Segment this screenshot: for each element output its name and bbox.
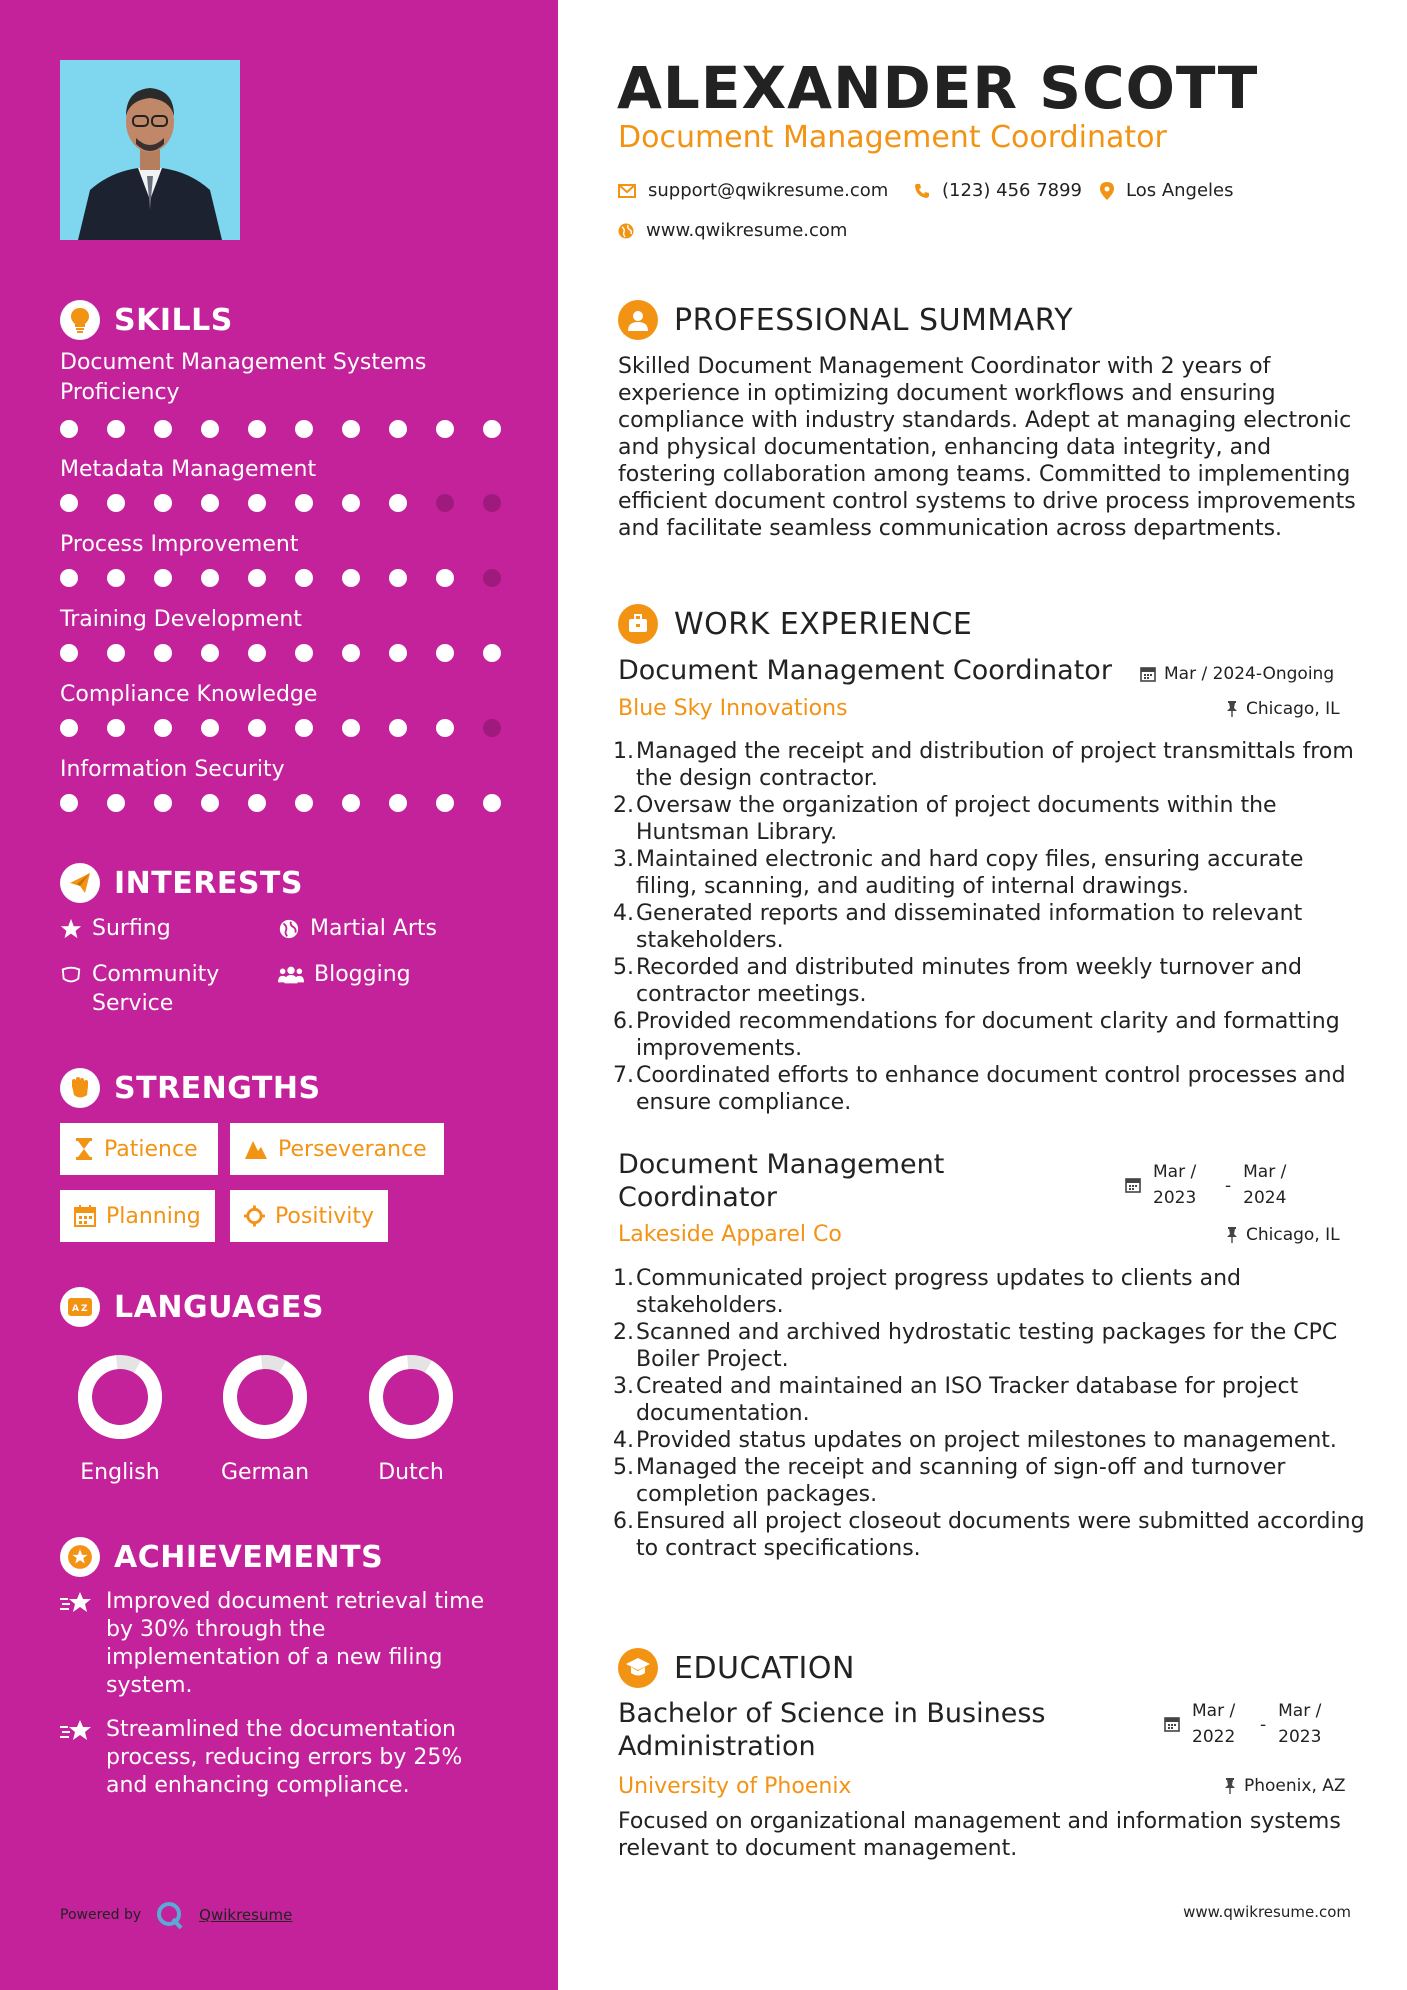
rating-dot — [436, 420, 454, 438]
rating-dot — [436, 794, 454, 812]
duty-text: Coordinated efforts to enhance document control processes and ensure compliance. — [636, 1063, 1346, 1115]
achievements-title: ACHIEVEMENTS — [114, 1539, 384, 1575]
qwikresume-logo-icon — [155, 1900, 185, 1930]
user-icon — [618, 300, 658, 340]
pushpin-icon — [1226, 1227, 1238, 1243]
rating-dot — [483, 719, 501, 737]
duty-text: Generated reports and disseminated information to relevant stakeholders. — [636, 901, 1303, 953]
strengths-title: STRENGTHS — [114, 1070, 321, 1106]
calendar-icon — [74, 1205, 96, 1227]
strength-positivity — [230, 1190, 388, 1242]
job-title: Document Management Coordinator — [618, 655, 1112, 686]
strength-perseverance — [230, 1123, 444, 1175]
rating-dot — [201, 569, 219, 587]
education-text: Focused on organizational management and information systems relevant to document management. — [618, 1809, 1341, 1861]
powered-by-label: Powered by — [60, 1907, 142, 1923]
globe-icon — [278, 918, 300, 940]
lightbulb-icon — [60, 300, 100, 340]
rating-dot — [436, 719, 454, 737]
rating-dot — [154, 644, 172, 662]
graduation-icon — [618, 1648, 658, 1688]
email-text[interactable]: support@qwikresume.com — [648, 180, 889, 201]
languages-header — [60, 1287, 324, 1327]
interests-title: INTERESTS — [114, 865, 303, 901]
location-text: Chicago, IL — [1246, 699, 1340, 719]
date-end-text: Mar / 2023 — [1278, 1701, 1322, 1747]
duty-number: 6. — [613, 1009, 634, 1034]
skill-rating — [60, 569, 501, 587]
language-item — [205, 1352, 325, 1485]
achievement-text: Streamlined the documentation process, reducing errors by 25% and enhancing compliance. — [106, 1717, 463, 1798]
website-text[interactable]: www.qwikresume.com — [646, 220, 848, 241]
rating-dot — [60, 494, 78, 512]
strength-label: Planning — [106, 1203, 201, 1229]
job-date — [1140, 664, 1334, 684]
rating-dot — [248, 569, 266, 587]
footer-url[interactable]: www.qwikresume.com — [1183, 1903, 1351, 1921]
star-icon — [60, 918, 82, 940]
experience-header — [618, 604, 972, 644]
interest-label: Community Service — [92, 962, 220, 1016]
pushpin-icon — [1226, 701, 1238, 717]
duty-text: Recorded and distributed minutes from weekly turnover and contractor meetings. — [636, 955, 1303, 1007]
duty-item — [608, 1373, 1368, 1427]
rating-dot — [436, 569, 454, 587]
contact-location — [1100, 180, 1234, 201]
skill-name: Compliance Knowledge — [60, 682, 318, 707]
rating-dot — [201, 794, 219, 812]
rating-dot — [60, 420, 78, 438]
duty-number: 5. — [613, 1455, 634, 1480]
rating-dot — [154, 494, 172, 512]
duty-number: 3. — [613, 847, 634, 872]
briefcase-icon — [618, 604, 658, 644]
rating-dot — [107, 494, 125, 512]
duty-item — [608, 846, 1368, 900]
duty-item — [608, 738, 1368, 792]
duty-number: 2. — [613, 793, 634, 818]
achievement-item — [60, 1588, 500, 1700]
location-text: Phoenix, AZ — [1244, 1776, 1346, 1796]
degree-title: Bachelor of Science in Business Administration — [618, 1698, 1046, 1762]
duty-item — [608, 954, 1368, 1008]
globe-icon — [618, 223, 634, 239]
rating-dot — [107, 719, 125, 737]
achievement-text: Improved document retrieval time by 30% through the implementation of a new filing system. — [106, 1589, 485, 1698]
language-label: English — [80, 1460, 160, 1485]
duty-item — [608, 1508, 1368, 1562]
mountain-icon — [244, 1139, 268, 1159]
contact-phone — [914, 180, 1082, 201]
map-pin-icon — [1100, 182, 1114, 200]
rating-dot — [342, 494, 360, 512]
candidate-name: ALEXANDER SCOTT — [617, 54, 1259, 122]
rating-dot — [436, 644, 454, 662]
rating-dot — [295, 569, 313, 587]
rating-dot — [389, 420, 407, 438]
summary-title: PROFESSIONAL SUMMARY — [674, 302, 1074, 338]
duty-item — [608, 1008, 1368, 1062]
gear-icon — [244, 1205, 265, 1227]
interest-martial-arts — [278, 914, 437, 943]
strengths-header — [60, 1068, 321, 1108]
rating-dot — [389, 794, 407, 812]
rating-dot — [342, 644, 360, 662]
job-duties-list — [608, 738, 1368, 1116]
language-ring — [75, 1352, 165, 1442]
rating-dot — [483, 420, 501, 438]
rating-dot — [154, 794, 172, 812]
rating-dot — [60, 644, 78, 662]
duty-number: 2. — [613, 1320, 634, 1345]
education-date — [1164, 1698, 1334, 1750]
duty-text: Provided status updates on project milestones to management. — [636, 1428, 1337, 1453]
rating-dot — [483, 494, 501, 512]
duty-number: 1. — [613, 739, 634, 764]
envelope-icon — [618, 184, 636, 198]
skill-name: Information Security — [60, 757, 285, 782]
rating-dot — [483, 644, 501, 662]
rating-dot — [483, 569, 501, 587]
rating-dot — [389, 719, 407, 737]
language-ring — [220, 1352, 310, 1442]
education-title: EDUCATION — [674, 1650, 855, 1686]
skill-name: Process Improvement — [60, 532, 299, 557]
duty-text: Maintained electronic and hard copy files, ensuring accurate filing, scanning, and auditing of internal drawings. — [636, 847, 1304, 899]
rating-dot — [436, 494, 454, 512]
svg-text:Z: Z — [81, 1304, 88, 1314]
summary-header — [618, 300, 1073, 340]
rating-dot — [295, 719, 313, 737]
rating-dot — [107, 420, 125, 438]
duty-number: 4. — [613, 901, 634, 926]
rating-dot — [248, 644, 266, 662]
school-name: University of Phoenix — [618, 1774, 852, 1799]
rating-dot — [342, 719, 360, 737]
strength-patience — [60, 1123, 218, 1175]
achievements-header — [60, 1537, 383, 1577]
contact-website — [618, 220, 847, 241]
job-location — [1226, 1225, 1340, 1245]
skills-header — [60, 300, 233, 340]
interest-community-service — [60, 960, 260, 1018]
duty-text: Communicated project progress updates to clients and stakeholders. — [636, 1266, 1242, 1318]
pushpin-icon — [1224, 1778, 1236, 1794]
rating-dot — [60, 719, 78, 737]
strength-label: Positivity — [274, 1203, 374, 1229]
rating-dot — [248, 494, 266, 512]
duty-number: 1. — [613, 1266, 634, 1291]
date-separator: - — [1225, 1176, 1232, 1196]
skill-name: Training Development — [60, 607, 302, 632]
language-label: German — [220, 1460, 310, 1485]
job-duties-list — [608, 1265, 1368, 1562]
rating-dot — [201, 420, 219, 438]
skill-name: Metadata Management — [60, 457, 317, 482]
duty-text: Ensured all project closeout documents were submitted according to contract specifications. — [636, 1509, 1365, 1561]
rating-dot — [248, 420, 266, 438]
duty-text: Managed the receipt and scanning of sign-off and turnover completion packages. — [636, 1455, 1286, 1507]
hourglass-icon — [74, 1138, 94, 1160]
job-location — [1226, 699, 1340, 719]
profile-photo — [60, 60, 240, 240]
strength-label: Patience — [104, 1136, 198, 1162]
rating-dot — [107, 569, 125, 587]
duty-text: Scanned and archived hydrostatic testing packages for the CPC Boiler Project. — [636, 1320, 1338, 1372]
rating-dot — [389, 644, 407, 662]
rating-dot — [154, 569, 172, 587]
languages-title: LANGUAGES — [114, 1289, 324, 1325]
hands-icon — [60, 964, 82, 986]
duty-item — [608, 1265, 1368, 1319]
duty-item — [608, 1319, 1368, 1373]
interests-header — [60, 863, 303, 903]
phone-icon — [914, 183, 930, 199]
rating-dot — [295, 420, 313, 438]
calendar-icon — [1164, 1716, 1180, 1732]
summary-text: Skilled Document Management Coordinator with 2 years of experience in optimizing document workflows and ensuring compliance with industry standards. Adept at managing electronic and physical documentation, enhancing data integrity, and fostering collaboration among teams. Committed to implementing efficient document control systems to drive process improvements and facilitate seamless communication across departments. — [618, 354, 1356, 541]
duty-number: 3. — [613, 1374, 634, 1399]
rating-dot — [295, 794, 313, 812]
paper-plane-icon — [60, 863, 100, 903]
interest-label: Surfing — [92, 916, 171, 941]
users-icon — [278, 964, 304, 986]
location-text: Los Angeles — [1126, 180, 1234, 201]
location-text: Chicago, IL — [1246, 1225, 1340, 1245]
rating-dot — [389, 494, 407, 512]
rating-dot — [389, 569, 407, 587]
shooting-star-icon — [60, 1590, 94, 1616]
strength-label: Perseverance — [278, 1136, 427, 1162]
company-name: Lakeside Apparel Co — [618, 1222, 842, 1247]
date-start-text: Mar / 2022 — [1192, 1701, 1236, 1747]
company-name: Blue Sky Innovations — [618, 696, 848, 721]
sidebar — [0, 0, 558, 1990]
rating-dot — [107, 794, 125, 812]
skill-rating — [60, 420, 501, 438]
date-separator: - — [1260, 1715, 1267, 1735]
date-text: Mar / 2024-Ongoing — [1164, 664, 1335, 684]
rating-dot — [154, 420, 172, 438]
contact-email — [618, 180, 888, 201]
duty-item — [608, 1454, 1368, 1508]
duty-item — [608, 792, 1368, 846]
rating-dot — [60, 794, 78, 812]
duty-text: Oversaw the organization of project documents within the Huntsman Library. — [636, 793, 1277, 845]
experience-title: WORK EXPERIENCE — [674, 606, 973, 642]
rating-dot — [201, 644, 219, 662]
svg-text:A: A — [72, 1304, 79, 1314]
skill-rating — [60, 719, 501, 737]
translate-icon — [60, 1287, 100, 1327]
calendar-icon — [1140, 666, 1156, 682]
skill-rating — [60, 644, 501, 662]
duty-text: Provided recommendations for document clarity and formatting improvements. — [636, 1009, 1340, 1061]
language-ring — [366, 1352, 456, 1442]
duty-text: Managed the receipt and distribution of project transmittals from the design contractor. — [636, 739, 1354, 791]
job-date — [1125, 1159, 1303, 1211]
skill-rating — [60, 494, 501, 512]
skill-rating — [60, 794, 501, 812]
rating-dot — [342, 569, 360, 587]
rating-dot — [201, 719, 219, 737]
qwikresume-link[interactable]: Qwikresume — [199, 1906, 293, 1924]
duty-item — [608, 1427, 1368, 1454]
language-item — [351, 1352, 471, 1485]
interest-label: Martial Arts — [310, 916, 438, 941]
rating-dot — [154, 719, 172, 737]
language-item — [60, 1352, 180, 1485]
rating-dot — [295, 644, 313, 662]
job-title: Document Management Coordinator — [618, 1149, 945, 1213]
duty-number: 4. — [613, 1428, 634, 1453]
rating-dot — [201, 494, 219, 512]
achievement-item — [60, 1716, 500, 1800]
candidate-role: Document Management Coordinator — [618, 120, 1167, 155]
interest-blogging — [278, 960, 411, 989]
rating-dot — [342, 420, 360, 438]
education-header — [618, 1648, 855, 1688]
education-location — [1224, 1776, 1346, 1796]
rating-dot — [483, 794, 501, 812]
skills-title: SKILLS — [114, 302, 233, 338]
main-content — [558, 0, 1407, 1990]
rating-dot — [248, 719, 266, 737]
calendar-icon — [1125, 1177, 1141, 1193]
rating-dot — [248, 794, 266, 812]
duty-number: 5. — [613, 955, 634, 980]
rating-dot — [107, 644, 125, 662]
star-badge-icon — [60, 1537, 100, 1577]
powered-by — [60, 1900, 292, 1930]
interest-label: Blogging — [314, 962, 411, 987]
shooting-star-icon — [60, 1718, 94, 1744]
duty-number: 7. — [613, 1063, 634, 1088]
language-label: Dutch — [378, 1460, 444, 1485]
duty-number: 6. — [613, 1509, 634, 1534]
fist-icon — [60, 1068, 100, 1108]
skill-name: Document Management Systems Proficiency — [60, 350, 427, 405]
duty-item — [608, 1062, 1368, 1116]
duty-item — [608, 900, 1368, 954]
rating-dot — [342, 794, 360, 812]
date-start-text: Mar / 2023 — [1153, 1162, 1197, 1208]
strength-planning — [60, 1190, 215, 1242]
date-end-text: Mar / 2024 — [1243, 1162, 1287, 1208]
rating-dot — [295, 494, 313, 512]
rating-dot — [60, 569, 78, 587]
duty-text: Created and maintained an ISO Tracker database for project documentation. — [636, 1374, 1299, 1426]
phone-text[interactable]: (123) 456 7899 — [942, 180, 1083, 201]
interest-surfing — [60, 914, 171, 943]
